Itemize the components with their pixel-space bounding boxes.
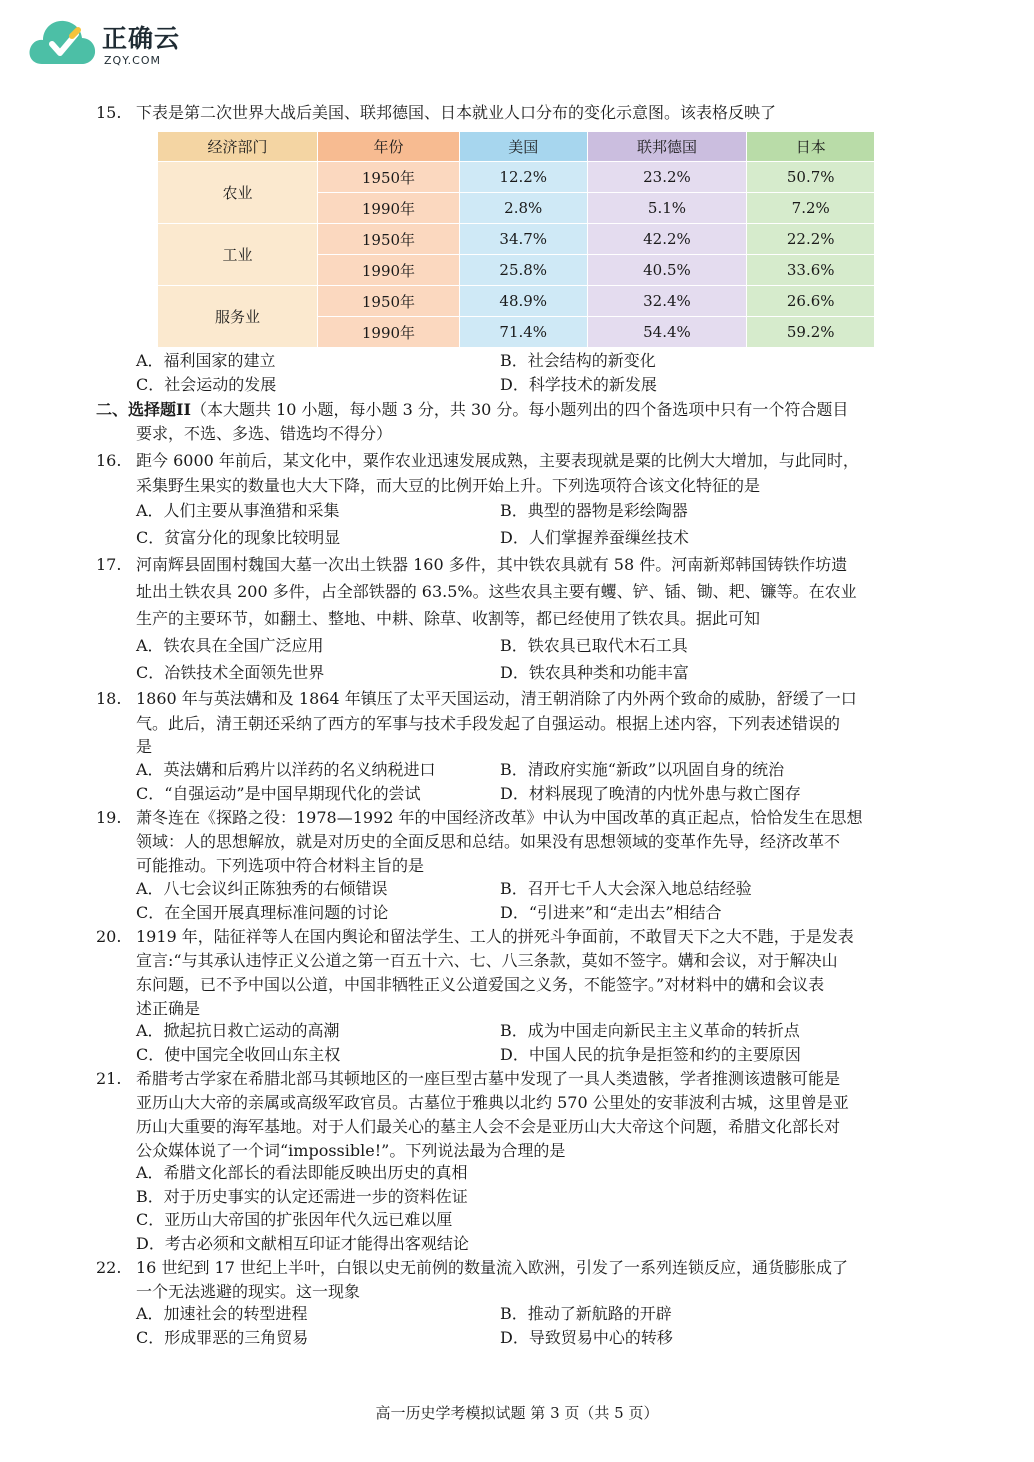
option-b: B．铁农具已取代木石工具 xyxy=(500,636,688,655)
year-cell: 1990年 xyxy=(317,317,459,348)
question-number: 16. xyxy=(96,451,122,470)
section-instructions: 要求，不选、多选、错选均不得分） xyxy=(136,424,393,443)
question-stem-line: 可能推动。下列选项中符合材料主旨的是 xyxy=(136,856,425,875)
year-cell: 1990年 xyxy=(317,255,459,286)
option-c: C．冶铁技术全面领先世界 xyxy=(136,663,325,682)
question-17 xyxy=(96,553,938,631)
option-d: D．中国人民的抗争是拒签和约的主要原因 xyxy=(500,1045,801,1064)
question-stem-line: 萧冬连在《探路之役：1978—1992 年的中国经济改革》中认为中国改革的真正起点，恰恰发生在思想 xyxy=(136,808,863,827)
option-c: C．使中国完全收回山东主权 xyxy=(136,1045,341,1064)
section-label: 二、选择题II（本大题共 10 小题，每小题 3 分，共 30 分。每小题列出的四个备选项中只有一个符合题目 xyxy=(96,400,849,419)
brand-name: 正确云 xyxy=(102,24,181,53)
option-b: B．对于历史事实的认定还需进一步的资料佐证 xyxy=(136,1187,468,1206)
question-number: 15. xyxy=(96,103,122,122)
option-a: A．人们主要从事渔猎和采集 xyxy=(136,501,340,520)
year-cell: 1950年 xyxy=(317,286,459,317)
year-cell: 1950年 xyxy=(317,224,459,255)
de-cell: 5.1% xyxy=(587,193,747,224)
question-number: 21. xyxy=(96,1069,122,1088)
option-d: D．“引进来”和“走出去”相结合 xyxy=(500,903,722,922)
question-stem-line: 河南辉县固围村魏国大墓一次出土铁器 160 多件，其中铁农具就有 58 件。河南新郑韩国铸铁作坊遗 xyxy=(136,555,848,574)
option-d: D．铁农具种类和功能丰富 xyxy=(500,663,689,682)
question-stem-line: 址出土铁农具 200 多件，占全部铁器的 63.5%。这些农具主要有蠼、铲、锸、锄、耙、镰等。在农业 xyxy=(136,582,857,601)
question-stem-line: 距今 6000 年前后，某文化中，粟作农业迅速发展成熟，主要表现就是粟的比例大大增加，与此同时， xyxy=(136,451,859,470)
option-d: D．导致贸易中心的转移 xyxy=(500,1328,673,1347)
de-cell: 54.4% xyxy=(587,317,747,348)
question-stem: 下表是第二次世界大战后美国、联邦德国、日本就业人口分布的变化示意图。该表格反映了 xyxy=(136,103,777,122)
option-a: A．希腊文化部长的看法即能反映出历史的真相 xyxy=(136,1163,468,1182)
option-b: B．典型的器物是彩绘陶器 xyxy=(500,501,688,520)
option-a: A．铁农具在全国广泛应用 xyxy=(136,636,324,655)
table-header-row xyxy=(158,132,875,162)
de-cell: 40.5% xyxy=(587,255,747,286)
jp-cell: 26.6% xyxy=(747,286,875,317)
us-cell: 48.9% xyxy=(459,286,587,317)
question-stem-line: 1860 年与英法媾和及 1864 年镇压了太平天国运动，清王朝消除了内外两个致命的威胁，舒缓了一口 xyxy=(136,689,857,708)
question-stem-line: 亚历山大大帝的亲属或高级军政官员。古墓位于雅典以北约 570 公里处的安菲波利古城，这里曾是亚 xyxy=(136,1093,849,1112)
question-stem-line: 公众媒体说了一个词“impossible!”。下列说法最为合理的是 xyxy=(136,1141,566,1160)
question-stem-line: 1919 年，陆征祥等人在国内舆论和留法学生、工人的拼死斗争面前，不敢冒天下之大不韪，于是发表 xyxy=(136,927,854,946)
us-cell: 12.2% xyxy=(459,162,587,193)
jp-cell: 7.2% xyxy=(747,193,875,224)
question-21 xyxy=(96,1067,938,1163)
header-sector: 经济部门 xyxy=(158,132,318,162)
question-19 xyxy=(96,806,938,878)
de-cell: 23.2% xyxy=(587,162,747,193)
option-b: B．召开七千人大会深入地总结经验 xyxy=(500,879,752,898)
question-stem-line: 一个无法逃避的现实。这一现象 xyxy=(136,1282,361,1301)
jp-cell: 33.6% xyxy=(747,255,875,286)
option-b: B．社会结构的新变化 xyxy=(500,351,656,370)
option-c: C．在全国开展真理标准问题的讨论 xyxy=(136,903,389,922)
jp-cell: 59.2% xyxy=(747,317,875,348)
page-footer: 高一历史学考模拟试题 第 3 页（共 5 页） xyxy=(375,1404,659,1422)
question-stem-line: 历山大重要的海军基地。对于人们最关心的墓主人会不会是亚历山大大帝这个问题，希腊文化部长对 xyxy=(136,1117,841,1136)
table-row xyxy=(158,224,875,255)
question-number: 17. xyxy=(96,555,122,574)
brand-domain: ZQY.COM xyxy=(104,54,162,67)
question-stem-line: 气。此后，清王朝还采纳了西方的军事与技术手段发起了自强运动。根据上述内容，下列表述错误的 xyxy=(136,714,841,733)
question-number: 20. xyxy=(96,927,122,946)
question-stem-line: 采集野生果实的数量也大大下降，而大豆的比例开始上升。下列选项符合该文化特征的是 xyxy=(136,476,761,495)
question-stem-line: 宣言:“与其承认违悖正义公道之第一百五十六、七、八三条款，莫如不签字。媾和会议，对于解决山 xyxy=(136,951,838,970)
question-18 xyxy=(96,687,938,757)
section-2-header xyxy=(96,398,938,446)
year-cell: 1950年 xyxy=(317,162,459,193)
option-b: B．清政府实施“新政”以巩固自身的统治 xyxy=(500,760,785,779)
option-a: A．加速社会的转型进程 xyxy=(136,1304,308,1323)
employment-table xyxy=(157,131,875,348)
option-b: B．成为中国走向新民主主义革命的转折点 xyxy=(500,1021,800,1040)
question-stem-line: 希腊考古学家在希腊北部马其顿地区的一座巨型古墓中发现了一具人类遗骸，学者推测该遗骸可能是 xyxy=(136,1069,841,1088)
sector-cell: 农业 xyxy=(158,162,318,224)
jp-cell: 50.7% xyxy=(747,162,875,193)
sector-cell: 工业 xyxy=(158,224,318,286)
question-number: 19. xyxy=(96,808,122,827)
question-number: 22. xyxy=(96,1258,122,1277)
header-year: 年份 xyxy=(317,132,459,162)
us-cell: 71.4% xyxy=(459,317,587,348)
header-de: 联邦德国 xyxy=(587,132,747,162)
question-15 xyxy=(96,101,938,125)
question-stem-line: 领域：人的思想解放，就是对历史的全面反思和总结。如果没有思想领域的变革作先导，经济改革不 xyxy=(136,832,841,851)
us-cell: 25.8% xyxy=(459,255,587,286)
sector-cell: 服务业 xyxy=(158,286,318,348)
question-number: 18. xyxy=(96,689,122,708)
de-cell: 42.2% xyxy=(587,224,747,255)
option-d: D．科学技术的新发展 xyxy=(500,375,657,394)
option-a: A．英法媾和后鸦片以洋药的名义纳税进口 xyxy=(136,760,436,779)
question-stem-line: 东问题，已不予中国以公道，中国非牺牲正义公道爱国之义务，不能签字。”对材料中的媾和会议表 xyxy=(136,975,825,994)
option-a: A．八七会议纠正陈独秀的右倾错误 xyxy=(136,879,388,898)
table-row xyxy=(158,286,875,317)
option-a: A．福利国家的建立 xyxy=(136,351,276,370)
option-d: D．考古必须和文献相互印证才能得出客观结论 xyxy=(136,1234,469,1253)
question-20 xyxy=(96,925,938,1021)
option-d: D．材料展现了晚清的内忧外患与救亡图存 xyxy=(500,784,801,803)
question-stem-line: 述正确是 xyxy=(136,999,201,1018)
brand-logo xyxy=(28,14,208,76)
question-stem-line: 16 世纪到 17 世纪上半叶，白银以史无前例的数量流入欧洲，引发了一系列连锁反应，通货膨胀成了 xyxy=(136,1258,848,1277)
question-22 xyxy=(96,1256,938,1304)
option-d: D．人们掌握养蚕缫丝技术 xyxy=(500,528,689,547)
question-stem-line: 是 xyxy=(136,737,153,756)
us-cell: 34.7% xyxy=(459,224,587,255)
cloud-check-icon xyxy=(28,14,98,70)
option-c: C．“自强运动”是中国早期现代化的尝试 xyxy=(136,784,421,803)
option-c: C．形成罪恶的三角贸易 xyxy=(136,1328,309,1347)
us-cell: 2.8% xyxy=(459,193,587,224)
question-stem-line: 生产的主要环节，如翻土、整地、中耕、除草、收割等，都已经使用了铁农具。据此可知 xyxy=(136,609,761,628)
option-b: B．推动了新航路的开辟 xyxy=(500,1304,672,1323)
header-us: 美国 xyxy=(459,132,587,162)
option-a: A．掀起抗日救亡运动的高潮 xyxy=(136,1021,340,1040)
option-c: C．贫富分化的现象比较明显 xyxy=(136,528,341,547)
year-cell: 1990年 xyxy=(317,193,459,224)
header-jp: 日本 xyxy=(747,132,875,162)
option-c: C．社会运动的发展 xyxy=(136,375,277,394)
question-16 xyxy=(96,449,938,499)
de-cell: 32.4% xyxy=(587,286,747,317)
table-row xyxy=(158,162,875,193)
jp-cell: 22.2% xyxy=(747,224,875,255)
option-c: C．亚历山大帝国的扩张因年代久远已难以厘 xyxy=(136,1210,453,1229)
